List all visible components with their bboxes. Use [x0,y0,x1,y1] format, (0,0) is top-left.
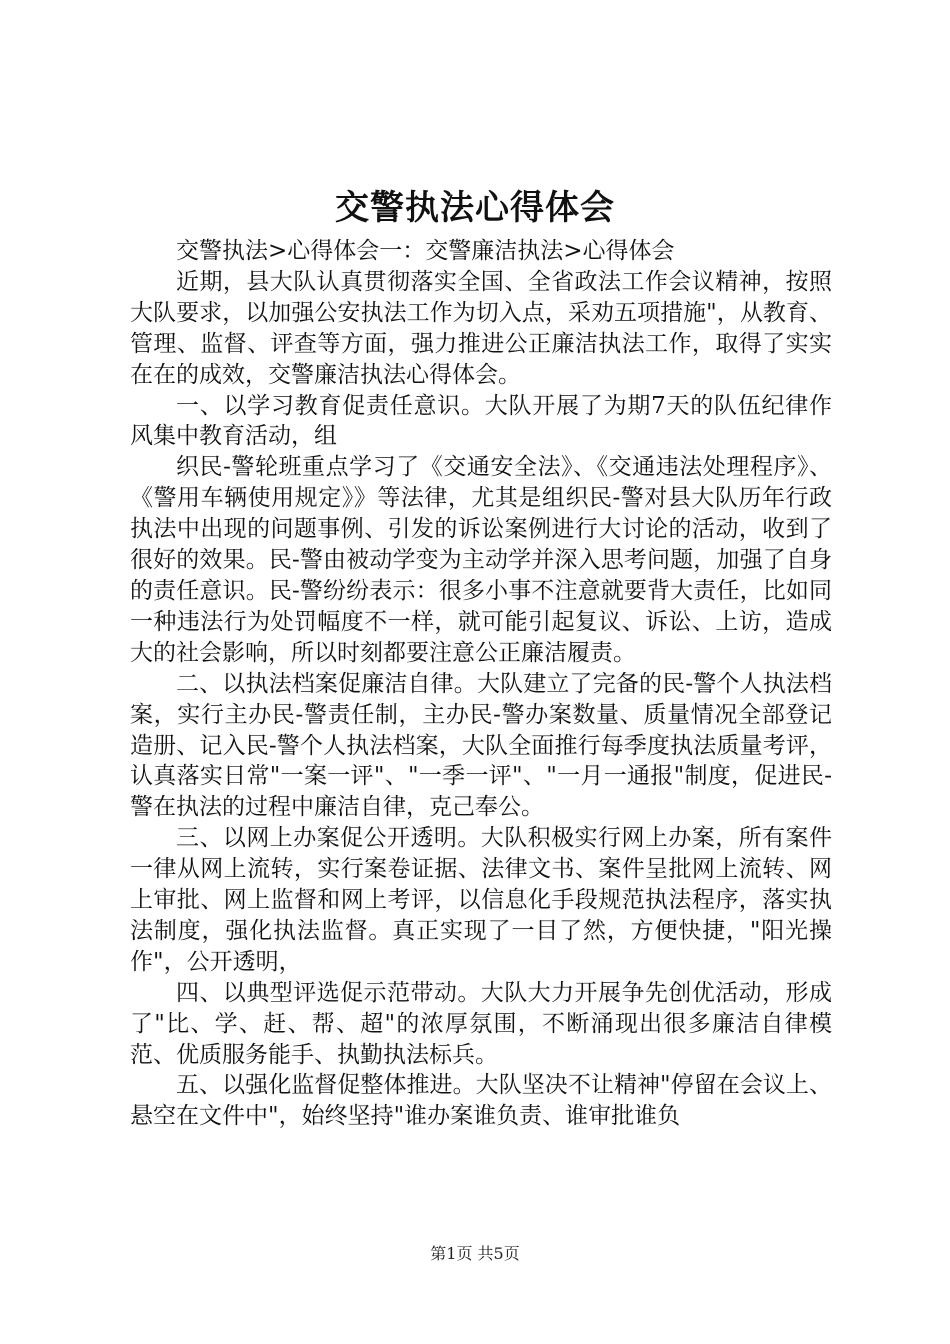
document-title: 交警执法心得体会 [335,188,615,228]
page-number-footer: 第1页 共5页 [430,1244,520,1263]
paragraph-point-two: 二、以执法档案促廉洁自律。大队建立了完备的民-警个人执法档案，实行主办民-警责任制，主办民-警办案数量、质量情况全部登记造册、记入民-警个人执法档案，大队全面推行每季度执法质量考评，认真落实日常"一案一评"、"一季一评"、"一月一通报"制度，促进民-警在执法的过程中廉洁自律，克己奉公。 [130,670,832,821]
paragraph-point-three: 三、以网上办案促公开透明。大队积极实行网上办案，所有案件一律从网上流转，实行案卷证据、法律文书、案件呈批网上流转、网上审批、网上监督和网上考评，以信息化手段规范执法程序，落实执法制度，强化执法监督。真正实现了一目了然，方便快捷，"阳光操作"，公开透明， [130,825,832,975]
paragraph-point-one: 一、以学习教育促责任意识。大队开展了为期7天的队伍纪律作风集中教育活动，组 [130,392,832,450]
paragraph-point-five: 五、以强化监督促整体推进。大队坚决不让精神"停留在会议上、悬空在文件中"，始终坚持"谁办案谁负责、谁审批谁负 [130,1072,832,1130]
paragraph-summary: 近期，县大队认真贯彻落实全国、全省政法工作会议精神，按照大队要求，以加强公安执法工作为切入点，采劝五项措施"，从教育、管理、监督、评查等方面，强力推进公正廉洁执法工作，取得了实实在在的成效，交警廉洁执法心得体会。 [130,268,832,388]
paragraph-point-one-cont: 织民-警轮班重点学习了《交通安全法》、《交通违法处理程序》、《警用车辆使用规定》》等法律，尤其是组织民-警对县大队历年行政执法中出现的问题事例、引发的诉讼案例进行大讨论的活动，收到了很好的效果。民-警由被动学变为主动学并深入思考问题，加强了自身的责任意识。民-警纷纷表示：很多小事不注意就要背大责任，比如同一种违法行为处罚幅度不一样，就可能引起复议、诉讼、上访，造成大的社会影响，所以时刻都要注意公正廉洁履责。 [130,454,832,666]
paragraph-intro: 交警执法>心得体会一：交警廉洁执法>心得体会 [176,238,675,264]
document-body [130,236,832,1132]
paragraph-point-four: 四、以典型评选促示范带动。大队大力开展争先创优活动，形成了"比、学、赶、帮、超"的浓厚氛围，不断涌现出很多廉洁自律模范、优质服务能手、执勤执法标兵。 [130,979,832,1068]
